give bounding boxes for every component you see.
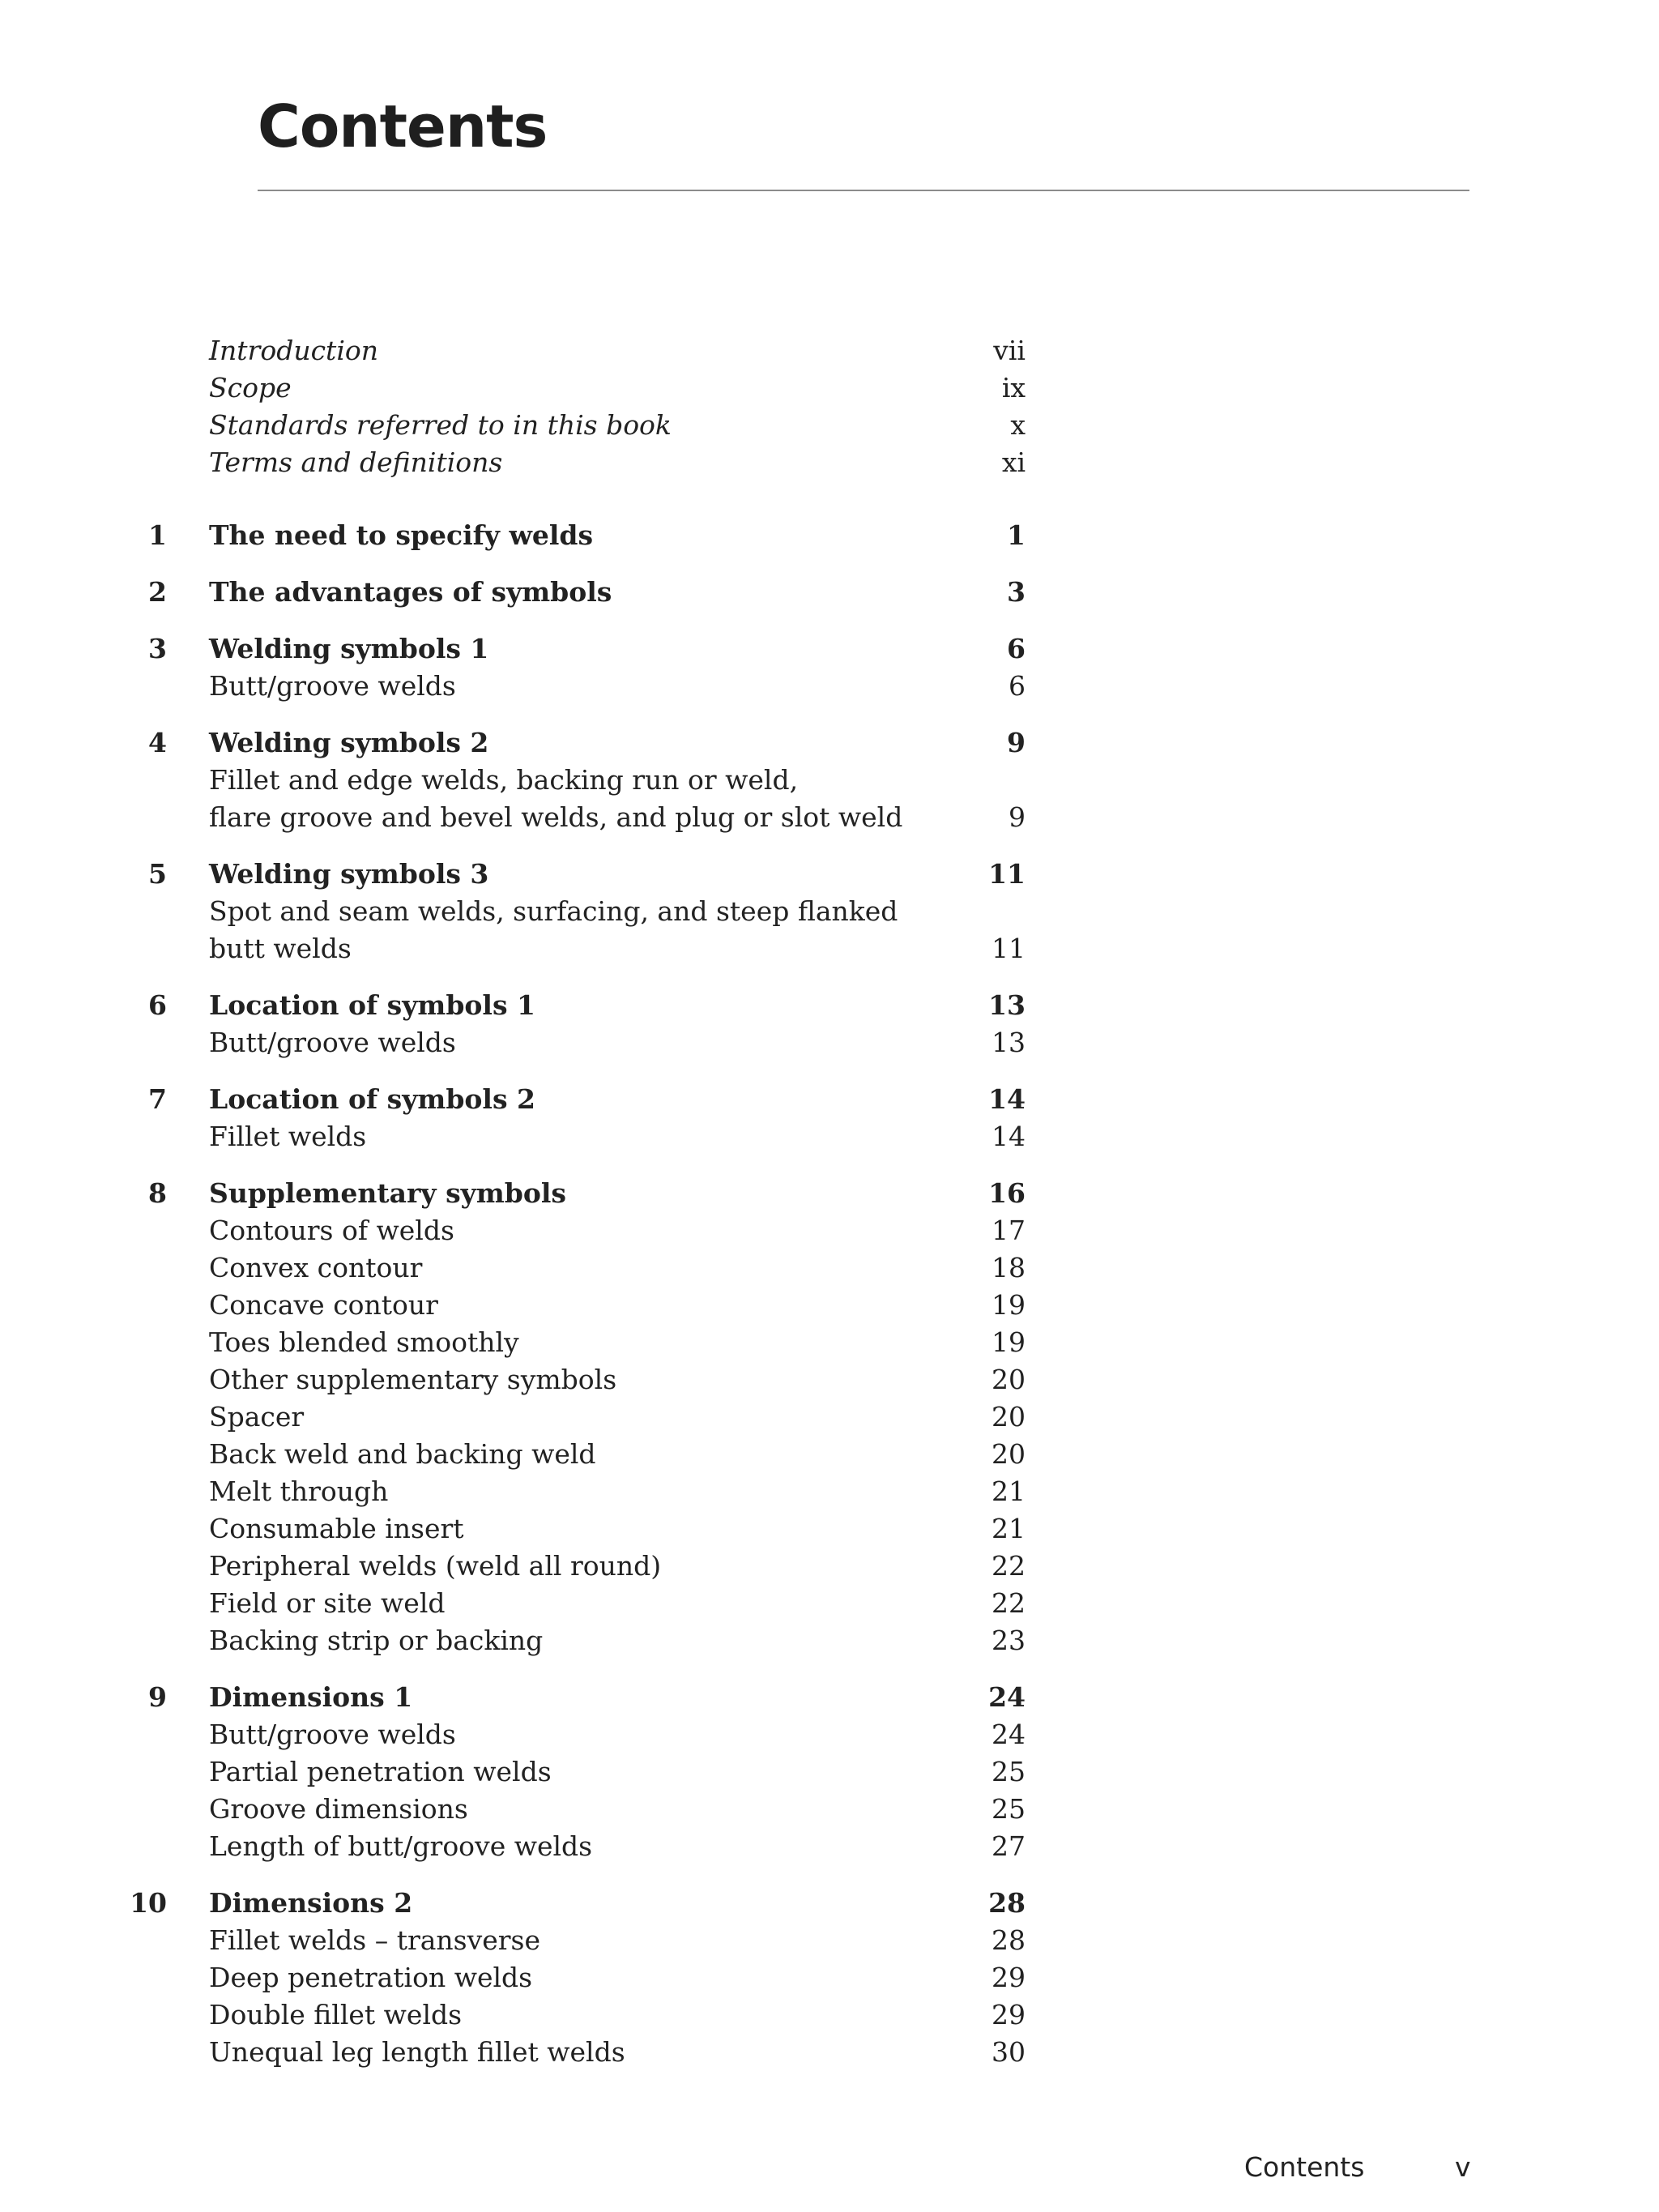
section-entry [0,930,1659,967]
section-title: Convex contour [209,1252,423,1283]
entry-title: Standards referred to in this book [209,409,672,441]
chapter-page: 11 [988,858,1026,890]
entry-page: vii [993,335,1026,366]
entry-title: Terms and definitions [209,446,503,478]
chapter-number: 6 [148,989,167,1021]
chapter-entry [0,1081,1659,1118]
section-page: 21 [992,1513,1026,1544]
section-entry [0,1473,1659,1510]
section-title: Length of butt/groove welds [209,1830,593,1862]
section-entry [0,1324,1659,1361]
section-page: 21 [992,1475,1026,1507]
section-page: 14 [992,1121,1026,1152]
section-title: flare groove and bevel welds, and plug or slot weld [209,801,903,833]
chapter-number: 2 [148,576,167,608]
chapter-number: 1 [148,519,167,551]
section-page: 27 [992,1830,1026,1862]
chapter-title: Welding symbols 1 [209,633,489,664]
section-entry [0,1959,1659,1996]
chapter-entry [0,856,1659,893]
section-page: 11 [992,933,1026,964]
chapter-number: 7 [148,1083,167,1115]
section-entry [0,1024,1659,1061]
chapter-entry [0,574,1659,611]
section-title: Fillet and edge welds, backing run or weld, [209,764,799,796]
chapter-entry [0,517,1659,554]
section-entry [0,1399,1659,1436]
section-entry [0,1118,1659,1155]
section-title: Butt/groove welds [209,1027,456,1058]
section-title: Groove dimensions [209,1793,468,1825]
section-page: 18 [992,1252,1026,1283]
footer-running-head: Contents [1244,2151,1365,2183]
section-title: Spacer [209,1401,305,1433]
section-page: 13 [992,1027,1026,1058]
section-entry [0,2034,1659,2071]
entry-title: Scope [209,372,292,404]
section-title: Consumable insert [209,1513,464,1544]
chapter-number: 10 [130,1887,167,1919]
section-title: Contours of welds [209,1215,454,1246]
section-title: Partial penetration welds [209,1756,552,1787]
section-page: 20 [992,1438,1026,1470]
section-entry [0,1622,1659,1659]
front-matter-entry [0,444,1659,481]
section-page: 19 [992,1326,1026,1358]
front-matter-entry [0,332,1659,369]
section-title: Spot and seam welds, surfacing, and steep flanked [209,895,898,927]
entry-title: Introduction [209,335,378,366]
section-title: Fillet welds – transverse [209,1924,541,1956]
chapter-page: 6 [1007,633,1026,664]
chapter-number: 9 [148,1681,167,1713]
section-entry [0,1436,1659,1473]
chapter-page: 16 [988,1177,1026,1209]
chapter-entry [0,1679,1659,1716]
chapter-title: Dimensions 1 [209,1681,413,1713]
chapter-title: Location of symbols 2 [209,1083,535,1115]
section-entry [0,1287,1659,1324]
chapter-page: 28 [988,1887,1026,1919]
section-entry [0,1791,1659,1828]
section-title: Field or site weld [209,1587,446,1619]
chapter-entry [0,987,1659,1024]
section-page: 25 [992,1793,1026,1825]
entry-page: ix [1001,372,1026,404]
section-title: Double fillet welds [209,1999,463,2031]
section-title: Other supplementary symbols [209,1364,617,1395]
section-entry [0,762,1659,799]
section-page: 22 [992,1550,1026,1582]
chapter-title: Supplementary symbols [209,1177,566,1209]
chapter-title: Welding symbols 2 [209,727,489,758]
section-entry [0,1828,1659,1865]
section-entry [0,1510,1659,1548]
chapter-page: 9 [1007,727,1026,758]
section-title: Butt/groove welds [209,670,456,702]
section-entry [0,1585,1659,1622]
entry-page: xi [1001,446,1026,478]
entry-page: x [1010,409,1026,441]
section-entry [0,1548,1659,1585]
chapter-title: The advantages of symbols [209,576,612,608]
section-title: Concave contour [209,1289,438,1321]
chapter-title: Dimensions 2 [209,1887,413,1919]
chapter-page: 24 [988,1681,1026,1713]
section-entry [0,1361,1659,1399]
page-title: Contents [258,92,548,160]
table-of-contents [0,332,1659,2071]
section-page: 17 [992,1215,1026,1246]
section-entry [0,1922,1659,1959]
chapter-page: 14 [988,1083,1026,1115]
front-matter-entry [0,369,1659,407]
section-page: 28 [992,1924,1026,1956]
section-page: 23 [992,1625,1026,1656]
section-page: 29 [992,1962,1026,1993]
section-page: 20 [992,1401,1026,1433]
section-page: 19 [992,1289,1026,1321]
chapter-entry [0,1885,1659,1922]
section-title: Peripheral welds (weld all round) [209,1550,662,1582]
chapter-number: 8 [148,1177,167,1209]
chapter-title: Location of symbols 1 [209,989,535,1021]
chapter-number: 5 [148,858,167,890]
section-page: 20 [992,1364,1026,1395]
section-title: Toes blended smoothly [209,1326,519,1358]
section-entry [0,799,1659,836]
section-entry [0,1249,1659,1287]
section-page: 25 [992,1756,1026,1787]
section-entry [0,668,1659,705]
chapter-entry [0,724,1659,762]
title-rule [258,190,1469,191]
section-page: 22 [992,1587,1026,1619]
section-title: Deep penetration welds [209,1962,533,1993]
section-entry [0,1996,1659,2034]
section-entry [0,1753,1659,1791]
chapter-page: 13 [988,989,1026,1021]
section-title: Unequal leg length fillet welds [209,2036,625,2068]
chapter-number: 4 [148,727,167,758]
front-matter-entry [0,407,1659,444]
section-page: 29 [992,1999,1026,2031]
chapter-page: 3 [1007,576,1026,608]
section-title: Backing strip or backing [209,1625,544,1656]
chapter-title: The need to specify welds [209,519,594,551]
section-entry [0,1716,1659,1753]
section-entry [0,893,1659,930]
footer-page-number: v [1455,2151,1471,2183]
section-page: 24 [992,1719,1026,1750]
section-title: Fillet welds [209,1121,367,1152]
section-page: 9 [1009,801,1026,833]
section-entry [0,1212,1659,1249]
chapter-title: Welding symbols 3 [209,858,489,890]
chapter-number: 3 [148,633,167,664]
section-title: butt welds [209,933,352,964]
section-title: Butt/groove welds [209,1719,456,1750]
chapter-entry [0,630,1659,668]
chapter-page: 1 [1007,519,1026,551]
section-title: Back weld and backing weld [209,1438,596,1470]
section-page: 30 [992,2036,1026,2068]
section-page: 6 [1009,670,1026,702]
chapter-entry [0,1175,1659,1212]
section-title: Melt through [209,1475,389,1507]
